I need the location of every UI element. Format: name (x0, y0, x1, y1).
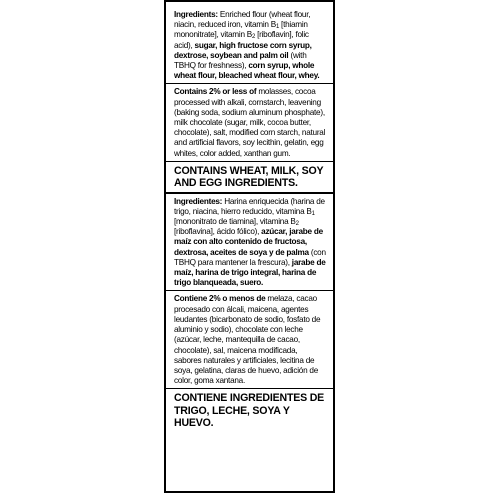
ingredients-text: [thiamin mononitrate], vitamin B (174, 20, 308, 40)
ingredients-text: (con TBHQ para mantener la frescura), (174, 247, 326, 267)
ingredients-label (164, 0, 335, 493)
spanish-ingredients (174, 197, 326, 289)
ingredients-bold-text: azúcar, jarabe de maíz con alto contenido de fructosa, dextrosa, aceites de soya y de palma (174, 227, 323, 257)
english-allergen-statement: CONTAINS WHEAT, MILK, SOY AND EGG INGREDIENTS. (174, 164, 324, 190)
ingredients-text: Harina enriquecida (harina de trigo, niacina, hierro reducido, vitamina B (174, 196, 325, 216)
spanish-allergen-statement: CONTIENE INGREDIENTES DE TRIGO, LECHE, SOYA Y HUEVO. (174, 392, 325, 430)
ingredients-bold-text: corn syrup, whole wheat flour, bleached wheat flour, whey. (174, 61, 320, 81)
divider (166, 161, 333, 162)
contains-less-text: melaza, cacao procesado con álcali, maicena, agentes leudantes (bicarbonato de sodio, fosfato de aluminio y sodio), chocolate con leche (azúcar, leche, mantequilla de cacao, chocolate), sal, maicena modificada, sabores naturales y artificiales, lecitina de soya, gelatina, claras de huevo, adición de color, goma xantana. (174, 294, 321, 386)
ingredients-text: Enriched flour (wheat flour, niacin, reduced iron, vitamin B (174, 10, 311, 30)
ingredients-heading: Ingredientes: (174, 196, 223, 206)
ingredients-text: (with TBHQ for freshness), (174, 50, 307, 71)
subscript: 1 (311, 210, 315, 217)
divider (166, 83, 333, 84)
english-ingredients (174, 10, 326, 81)
divider (166, 192, 333, 194)
ingredients-text: [mononitrato de tiamina], vitamina B (174, 217, 296, 227)
ingredients-text: [riboflavin], folic acid), (174, 30, 309, 50)
contains-less-heading: Contiene 2% o menos de (174, 294, 266, 304)
ingredients-bold-text: sugar, high fructose corn syrup, dextrose, soybean and palm oil (174, 40, 312, 60)
subscript: 2 (251, 34, 256, 41)
ingredients-bold-text: jarabe de maíz, harina de trigo integral, harina de trigo blanqueada, suero. (174, 257, 326, 288)
ingredients-text: [riboflavina], ácido fólico), (174, 227, 262, 237)
divider (166, 290, 333, 291)
spanish-contains-less (174, 294, 326, 386)
contains-less-heading: Contains 2% or less of (174, 87, 257, 97)
contains-less-text: molasses, cocoa processed with alkali, cornstarch, leavening (baking soda, sodium aluminum phosphate), milk chocolate (sugar, milk, cocoa butter, chocolate), salt, modified corn starch, natural and artificial flavors, soy lecithin, gelatin, egg whites, color added, xanthan gum. (174, 87, 326, 158)
english-contains-less (174, 87, 326, 158)
ingredients-heading: Ingredients: (174, 10, 218, 19)
subscript: 2 (295, 221, 299, 228)
divider (166, 388, 333, 389)
subscript: 1 (275, 24, 280, 31)
